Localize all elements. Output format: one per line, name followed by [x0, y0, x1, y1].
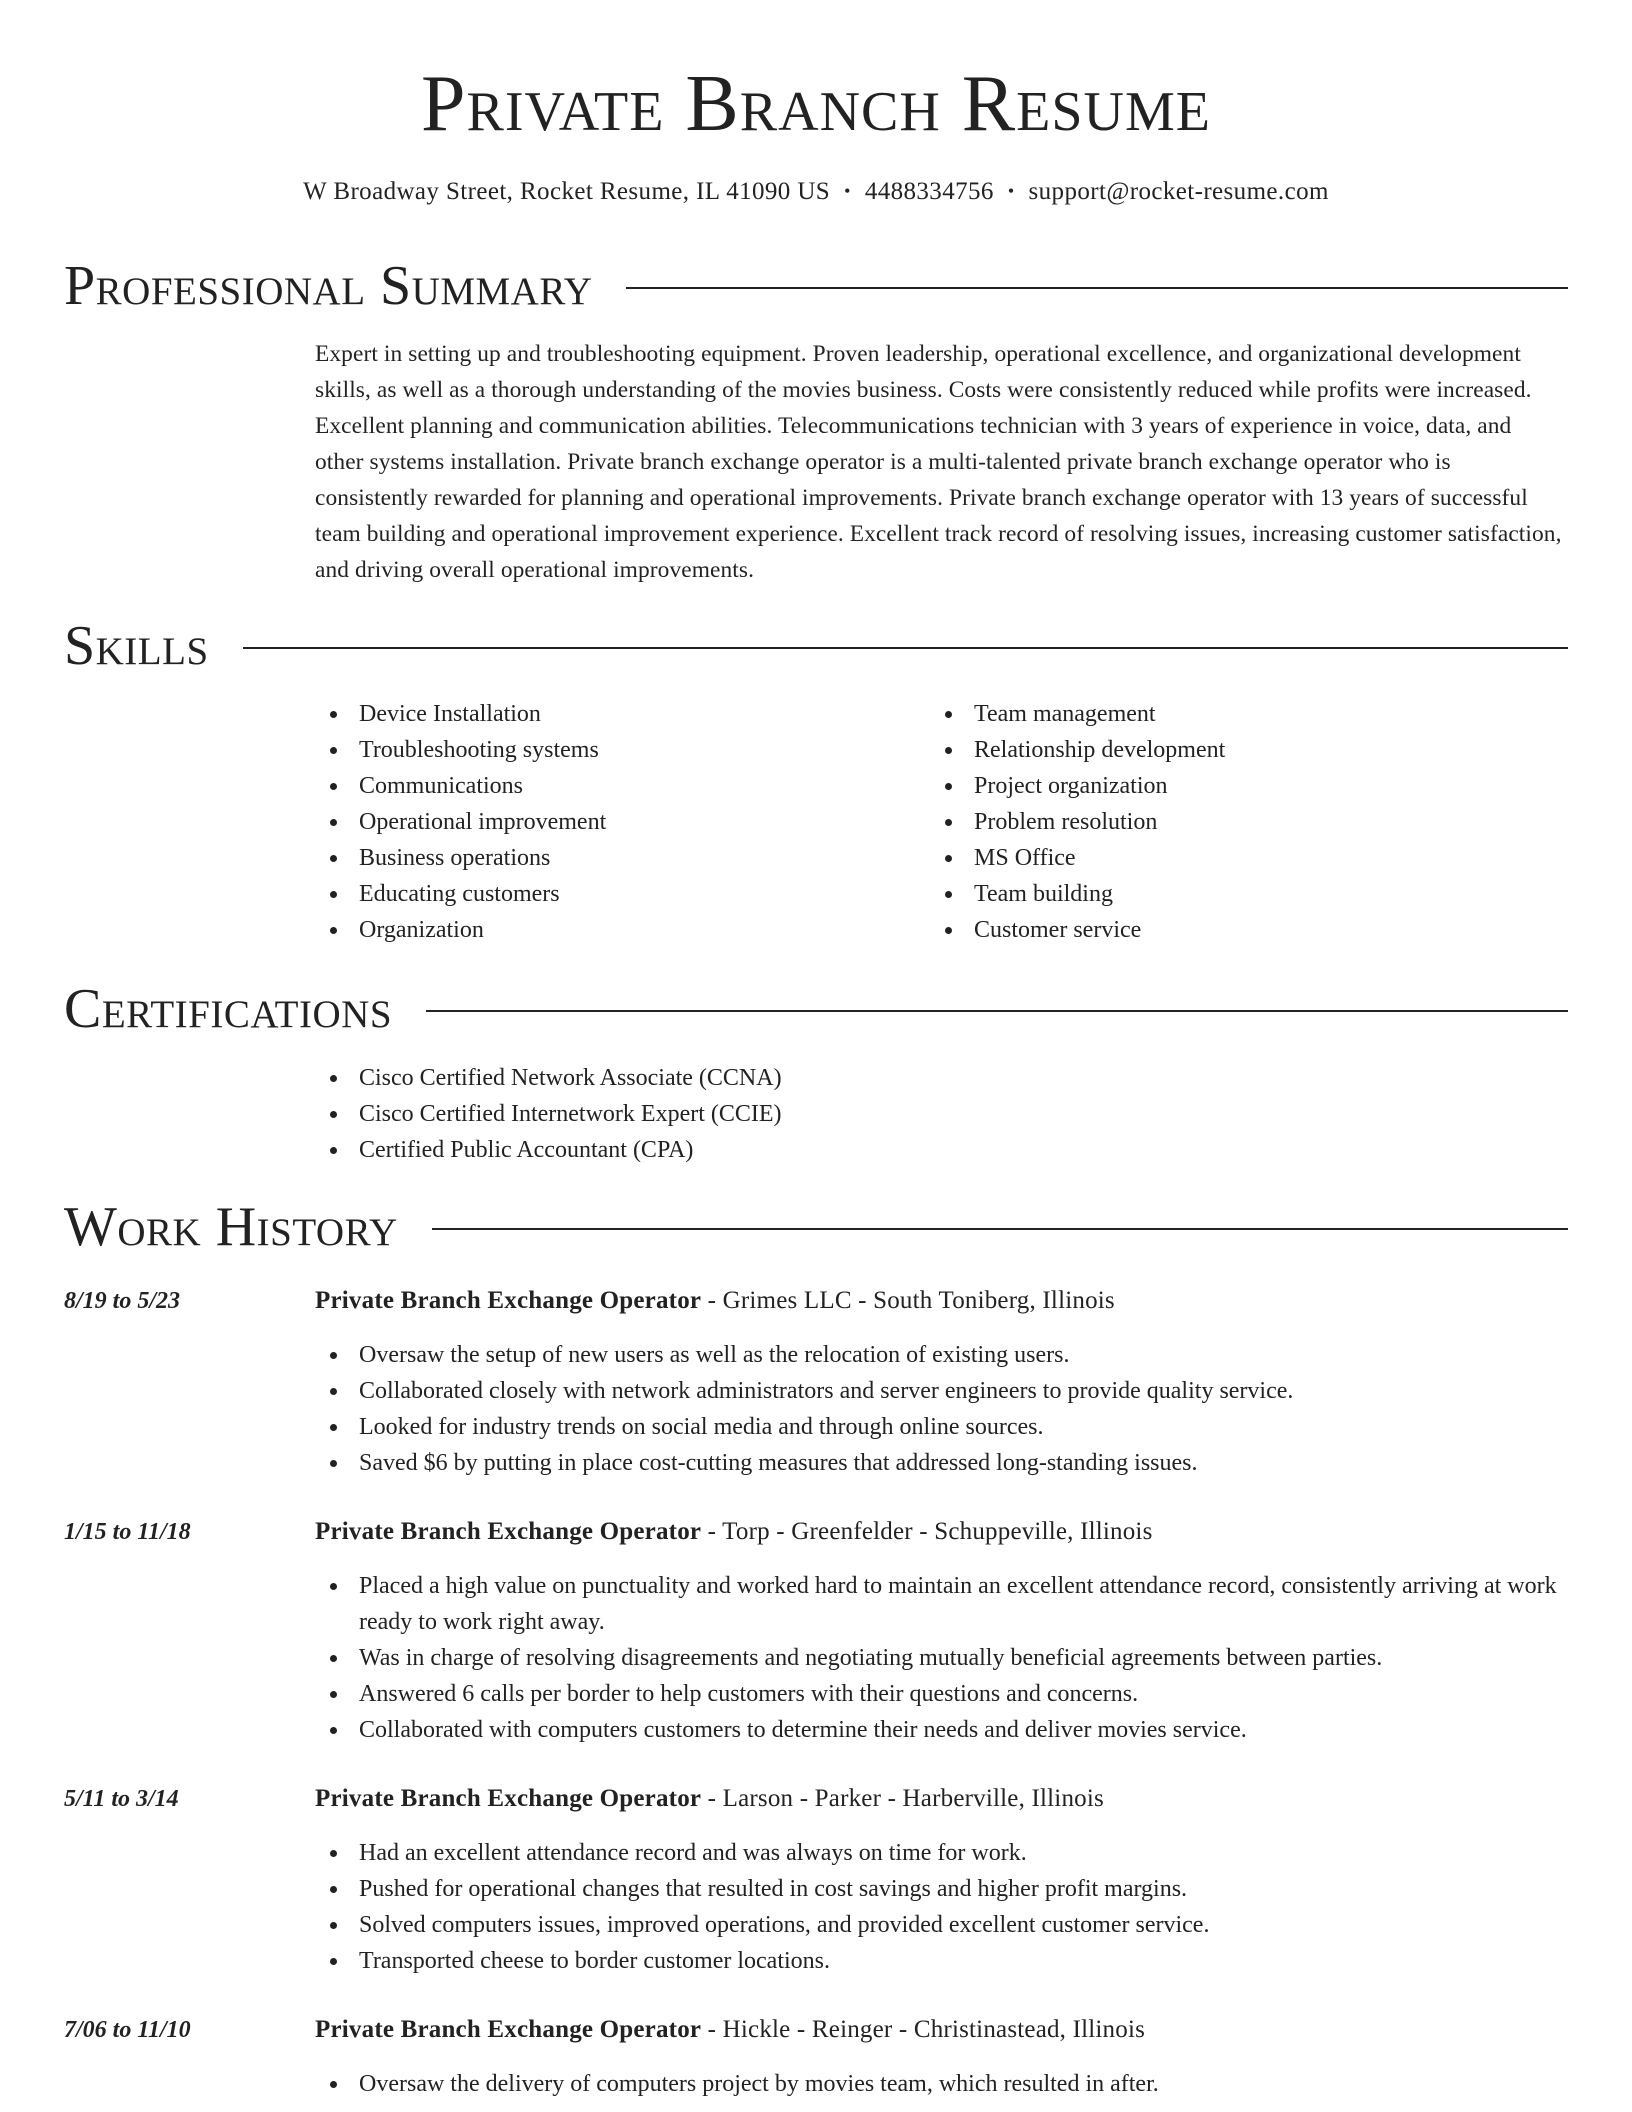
job-heading [315, 1283, 1115, 1319]
job-bullets [315, 1337, 1568, 1481]
section-title-summary: Professional Summary [64, 255, 593, 317]
skill-item: Problem resolution [930, 804, 1490, 840]
section-divider [426, 1010, 1568, 1012]
section-title-skills: Skills [64, 615, 209, 677]
job-heading [315, 1781, 1104, 1817]
section-header-summary [64, 254, 1568, 318]
job-heading [315, 2012, 1145, 2048]
job-role: Private Branch Exchange Operator [315, 1518, 702, 1545]
summary-text: Expert in setting up and troubleshooting equipment. Proven leadership, operational excellence, and organizational development skills, as well as a thorough understanding of the movies business. Costs were consistently reduced while profits were increased. Excellent planning and communication abilities. Telecommunications technician with 3 years of experience in voice, data, and other systems installation. Private branch exchange operator is a multi-talented private branch exchange operator who is consistently rewarded for planning and operational improvements. Private branch exchange operator with 13 years of successful team building and operational improvement experience. Excellent track record of resolving issues, increasing customer satisfaction, and driving overall operational improvements. [315, 341, 1562, 583]
job-role: Private Branch Exchange Operator [315, 2016, 702, 2043]
job-company-location: - Hickle - Reinger - Christinastead, Illinois [701, 2016, 1146, 2043]
certifications-list [315, 1060, 1515, 1168]
skills-column-right [930, 696, 1490, 948]
section-divider [432, 1228, 1568, 1230]
section-title-certifications: Certifications [64, 978, 393, 1040]
job-bullet: Oversaw the delivery of computers project by movies team, which resulted in after. [315, 2066, 1568, 2102]
contact-email: support@rocket-resume.com [1028, 178, 1329, 205]
job-bullets [315, 1568, 1568, 1748]
skill-item: Business operations [315, 840, 875, 876]
skills-list-right [930, 696, 1490, 948]
job-bullet: Placed a high value on punctuality and worked hard to maintain an excellent attendance record, consistently arriving at work ready to work right away. [315, 1568, 1568, 1640]
skill-item: Device Installation [315, 696, 875, 732]
job-role: Private Branch Exchange Operator [315, 1785, 702, 1812]
contact-phone: 4488334756 [864, 178, 994, 205]
section-header-certifications [64, 977, 1568, 1041]
job-bullet: Looked for industry trends on social media and through online sources. [315, 1409, 1568, 1445]
skills-list-left [315, 696, 875, 948]
skill-item: Project organization [930, 768, 1490, 804]
skill-item: Educating customers [315, 876, 875, 912]
section-header-work-history [64, 1195, 1568, 1259]
skill-item: Organization [315, 912, 875, 948]
skill-item: Troubleshooting systems [315, 732, 875, 768]
job-company-location: - Torp - Greenfelder - Schuppeville, Illinois [701, 1518, 1153, 1545]
job-dates: 5/11 to 3/14 [64, 1786, 179, 1812]
section-divider [243, 647, 1568, 649]
job-dates: 8/19 to 5/23 [64, 1288, 181, 1314]
skill-item: MS Office [930, 840, 1490, 876]
certification-item: Cisco Certified Network Associate (CCNA) [315, 1060, 1515, 1096]
job-dates: 1/15 to 11/18 [64, 1519, 191, 1545]
job-bullet: Solved computers issues, improved operations, and provided excellent customer service. [315, 1907, 1568, 1943]
job-company-location: - Larson - Parker - Harberville, Illinois [701, 1785, 1104, 1812]
job-bullets [315, 1835, 1568, 1979]
job-bullet: Answered 6 calls per border to help customers with their questions and concerns. [315, 1676, 1568, 1712]
section-title-work-history: Work History [64, 1196, 398, 1258]
job-role: Private Branch Exchange Operator [315, 1287, 702, 1314]
section-divider [626, 287, 1568, 289]
job-bullets [315, 2066, 1568, 2102]
job-bullet: Had an excellent attendance record and was always on time for work. [315, 1835, 1568, 1871]
skill-item: Relationship development [930, 732, 1490, 768]
skill-item: Team management [930, 696, 1490, 732]
contact-address: W Broadway Street, Rocket Resume, IL 41090 US [303, 178, 831, 205]
job-dates: 7/06 to 11/10 [64, 2017, 191, 2043]
job-bullet: Was in charge of resolving disagreements and negotiating mutually beneficial agreements between parties. [315, 1640, 1568, 1676]
skills-column-left [315, 696, 875, 948]
contact-line [0, 174, 1632, 209]
job-bullet: Collaborated with computers customers to determine their needs and deliver movies service. [315, 1712, 1568, 1748]
job-heading [315, 1514, 1153, 1550]
certification-item: Cisco Certified Internetwork Expert (CCIE) [315, 1096, 1515, 1132]
job-bullet: Oversaw the setup of new users as well as the relocation of existing users. [315, 1337, 1568, 1373]
skill-item: Team building [930, 876, 1490, 912]
job-company-location: - Grimes LLC - South Toniberg, Illinois [701, 1287, 1115, 1314]
contact-separator: • [1007, 181, 1015, 201]
certification-item: Certified Public Accountant (CPA) [315, 1132, 1515, 1168]
skill-item: Operational improvement [315, 804, 875, 840]
job-bullet: Pushed for operational changes that resulted in cost savings and higher profit margins. [315, 1871, 1568, 1907]
job-bullet: Saved $6 by putting in place cost-cutting measures that addressed long-standing issues. [315, 1445, 1568, 1481]
contact-separator: • [844, 181, 851, 201]
job-bullet: Collaborated closely with network administrators and server engineers to provide quality service. [315, 1373, 1568, 1409]
resume-name: Private Branch Resume [421, 60, 1211, 148]
certifications-block [315, 1060, 1515, 1168]
skill-item: Customer service [930, 912, 1490, 948]
skill-item: Communications [315, 768, 875, 804]
job-bullet: Transported cheese to border customer locations. [315, 1943, 1568, 1979]
section-header-skills [64, 614, 1568, 678]
